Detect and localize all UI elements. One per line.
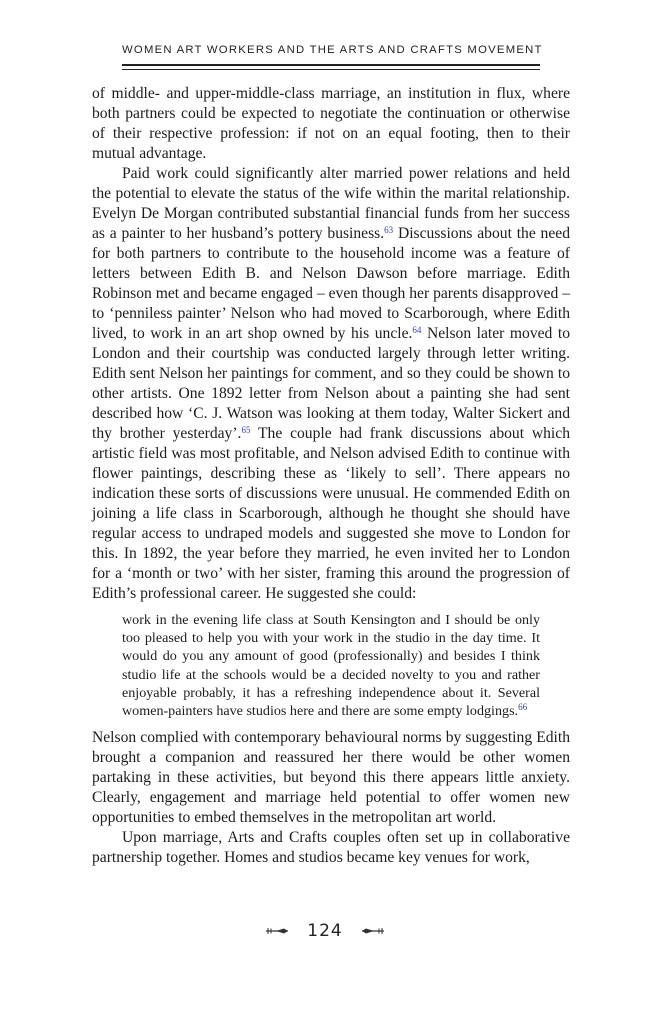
footnote-ref-64[interactable]: 64 (412, 325, 422, 335)
header-rule-thin (122, 69, 540, 70)
right-ornament-icon (360, 926, 386, 936)
body-text (92, 84, 570, 868)
page-number: 124 (307, 921, 343, 941)
quote-text: work in the evening life class at South Kensington and I should be only too pleased to help you with your work in the studio in the day time. It would do you any amount of good (professionally) and besides I think studio life at the schools would be a decided novelty to you and rather enjoyable probably, it has a refreshing independence about it. Several women-painters have studios here and there are some empty lodgings. (122, 612, 540, 720)
paragraph-upon-marriage: Upon marriage, Arts and Crafts couples often set up in collaborative partnership together. Homes and studios became key venues for work, (92, 829, 570, 867)
page-footer (0, 921, 650, 941)
footnote-ref-66[interactable]: 66 (518, 702, 528, 713)
paragraph-text: The couple had frank discussions about which artistic field was most profitable, and Nelson advised Edith to continue with flower paintings, describing these as ‘likely to sell’. There appears no indication these sorts of discussions were unusual. He commended Edith on joining a life class in Scarborough, although he thought she should have regular access to undraped models and suggested she move to London for this. In 1892, the year before they married, he even invited her to London for a ‘month or two’ with her sister, framing this around the progression of Edith’s professional career. He suggested she could: (92, 425, 570, 602)
block-quote (122, 611, 540, 720)
left-ornament-icon (264, 926, 290, 936)
paragraph-nelson-complied: Nelson complied with contemporary behavioural norms by suggesting Edith brought a companion and reassured her there would be other women partaking in these activities, but beyond this there appears little anxiety. Clearly, engagement and marriage held potential to offer women new opportunities to embed themselves in the metropolitan art world. (92, 729, 570, 827)
paragraph-paid-work (92, 164, 570, 604)
paragraph-text: Nelson later moved to London and their courtship was conducted largely through letter writing. Edith sent Nelson her paintings for comment, and so they could be shown to other artists. One 1892 letter from Nelson about a painting she had sent described how ‘C. J. Watson was looking at them today, Walter Sickert and thy brother yesterday’. (92, 325, 570, 442)
footnote-ref-63[interactable]: 63 (384, 225, 394, 235)
footnote-ref-65[interactable]: 65 (241, 425, 251, 435)
paragraph-continued: of middle- and upper-middle-class marriage, an institution in flux, where both partners could be expected to negotiate the continuation or otherwise of their respective profession: if not on an equal footing, then to their mutual advantage. (92, 85, 570, 162)
paragraph-text: Paid work could significantly alter married power relations and held the potential to elevate the status of the wife within the marital relationship. Evelyn De Morgan contributed substantial financial funds from her success as a painter to her husband’s pottery business. (92, 165, 570, 242)
header-rule-thick (122, 64, 540, 66)
running-header: WOMEN ART WORKERS AND THE ARTS AND CRAFTS MOVEMENT (122, 44, 543, 56)
paragraph-text: Discussions about the need for both partners to contribute to the household income was a feature of letters between Edith B. and Nelson Dawson before marriage. Edith Robinson met and became engaged – even though her parents disapproved – to ‘penniless painter’ Nelson who had moved to Scarborough, where Edith lived, to work in an art shop owned by his uncle. (92, 225, 570, 342)
